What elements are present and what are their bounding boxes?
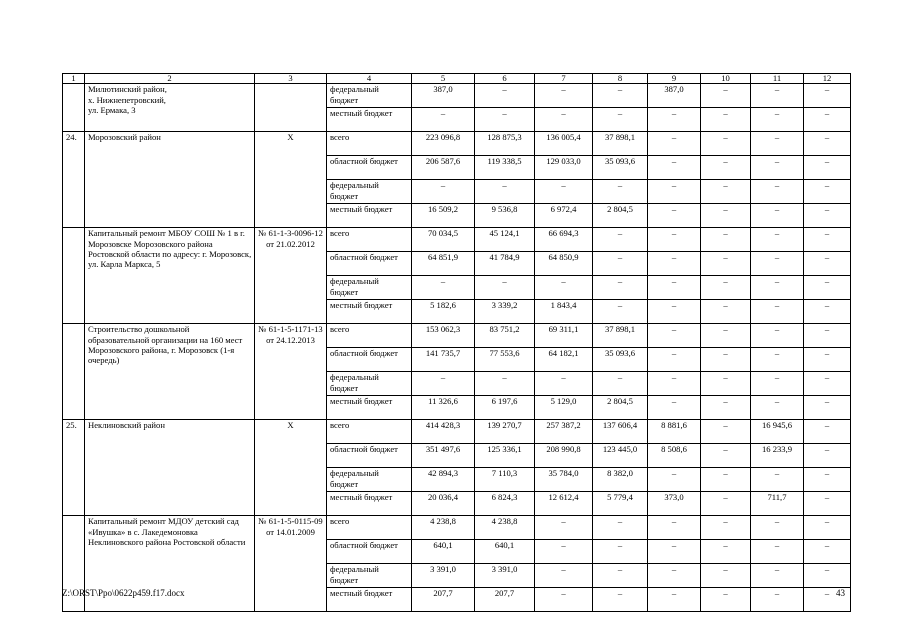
object-name-cell: Строительство дошкольной образовательной организации на 160 мест Морозовского района, г. Морозовск (1-я очередь): [85, 324, 255, 420]
funding-source-cell: всего: [327, 516, 412, 540]
value-cell: –: [804, 420, 851, 444]
value-cell: 223 096,8: [412, 132, 475, 156]
value-cell: 1 843,4: [535, 300, 593, 324]
value-cell: –: [751, 132, 804, 156]
funding-source-cell: областной бюджет: [327, 444, 412, 468]
value-cell: –: [535, 276, 593, 300]
value-cell: –: [701, 324, 751, 348]
value-cell: –: [701, 132, 751, 156]
value-cell: –: [751, 180, 804, 204]
value-cell: 414 428,3: [412, 420, 475, 444]
column-number: 3: [255, 74, 327, 84]
value-cell: –: [804, 444, 851, 468]
value-cell: 35 093,6: [593, 348, 648, 372]
value-cell: –: [701, 108, 751, 132]
funding-source-cell: федеральный бюджет: [327, 180, 412, 204]
value-cell: –: [751, 372, 804, 396]
value-cell: –: [701, 348, 751, 372]
funding-source-cell: всего: [327, 132, 412, 156]
value-cell: –: [475, 84, 535, 108]
value-cell: –: [535, 588, 593, 612]
value-cell: –: [701, 204, 751, 228]
document-cell: № 61-1-3-0096-12 от 21.02.2012: [255, 228, 327, 324]
value-cell: –: [804, 228, 851, 252]
value-cell: –: [593, 84, 648, 108]
value-cell: –: [751, 516, 804, 540]
value-cell: –: [648, 156, 701, 180]
value-cell: 137 606,4: [593, 420, 648, 444]
value-cell: 16 945,6: [751, 420, 804, 444]
value-cell: –: [701, 588, 751, 612]
value-cell: 387,0: [412, 84, 475, 108]
value-cell: 125 336,1: [475, 444, 535, 468]
funding-source-cell: областной бюджет: [327, 540, 412, 564]
column-number-row: [63, 74, 851, 84]
document-cell: Х: [255, 132, 327, 228]
column-number: 9: [648, 74, 701, 84]
value-cell: –: [648, 588, 701, 612]
column-number: 2: [85, 74, 255, 84]
funding-source-cell: всего: [327, 420, 412, 444]
value-cell: 257 387,2: [535, 420, 593, 444]
column-number: 7: [535, 74, 593, 84]
value-cell: 128 875,3: [475, 132, 535, 156]
value-cell: 35 093,6: [593, 156, 648, 180]
value-cell: –: [701, 276, 751, 300]
value-cell: –: [412, 180, 475, 204]
value-cell: 119 338,5: [475, 156, 535, 180]
value-cell: –: [701, 180, 751, 204]
funding-source-cell: федеральный бюджет: [327, 468, 412, 492]
value-cell: –: [648, 132, 701, 156]
value-cell: –: [701, 420, 751, 444]
value-cell: –: [701, 468, 751, 492]
value-cell: 70 034,5: [412, 228, 475, 252]
value-cell: 8 382,0: [593, 468, 648, 492]
value-cell: –: [475, 276, 535, 300]
value-cell: –: [593, 180, 648, 204]
column-number: 6: [475, 74, 535, 84]
value-cell: 12 612,4: [535, 492, 593, 516]
funding-source-cell: областной бюджет: [327, 156, 412, 180]
value-cell: –: [701, 84, 751, 108]
value-cell: 206 587,6: [412, 156, 475, 180]
value-cell: –: [593, 252, 648, 276]
value-cell: 141 735,7: [412, 348, 475, 372]
item-number-cell: [63, 228, 85, 324]
funding-source-cell: местный бюджет: [327, 396, 412, 420]
value-cell: –: [648, 372, 701, 396]
column-number: 12: [804, 74, 851, 84]
value-cell: –: [535, 108, 593, 132]
value-cell: –: [804, 84, 851, 108]
value-cell: –: [804, 492, 851, 516]
value-cell: 69 311,1: [535, 324, 593, 348]
value-cell: –: [701, 252, 751, 276]
document-cell: Х: [255, 420, 327, 516]
funding-source-cell: федеральный бюджет: [327, 564, 412, 588]
column-number: 10: [701, 74, 751, 84]
value-cell: –: [701, 564, 751, 588]
item-number-cell: [63, 84, 85, 132]
value-cell: –: [535, 180, 593, 204]
value-cell: –: [593, 564, 648, 588]
value-cell: –: [804, 468, 851, 492]
value-cell: 7 110,3: [475, 468, 535, 492]
value-cell: 6 972,4: [535, 204, 593, 228]
value-cell: 42 894,3: [412, 468, 475, 492]
value-cell: –: [593, 588, 648, 612]
value-cell: –: [751, 204, 804, 228]
value-cell: –: [751, 396, 804, 420]
value-cell: –: [701, 228, 751, 252]
table-row: [63, 132, 851, 156]
value-cell: 41 784,9: [475, 252, 535, 276]
value-cell: –: [412, 108, 475, 132]
value-cell: –: [804, 132, 851, 156]
document-cell: № 61-1-5-0115-09 от 14.01.2009: [255, 516, 327, 612]
value-cell: 64 182,1: [535, 348, 593, 372]
value-cell: –: [593, 540, 648, 564]
value-cell: –: [701, 396, 751, 420]
value-cell: –: [751, 300, 804, 324]
funding-source-cell: федеральный бюджет: [327, 372, 412, 396]
value-cell: –: [593, 372, 648, 396]
value-cell: 207,7: [475, 588, 535, 612]
value-cell: –: [751, 540, 804, 564]
value-cell: –: [804, 348, 851, 372]
value-cell: –: [804, 588, 851, 612]
value-cell: 711,7: [751, 492, 804, 516]
value-cell: 153 062,3: [412, 324, 475, 348]
budget-table: [62, 73, 851, 612]
value-cell: –: [751, 228, 804, 252]
funding-source-cell: местный бюджет: [327, 108, 412, 132]
value-cell: 207,7: [412, 588, 475, 612]
table-row: [63, 228, 851, 252]
value-cell: 35 784,0: [535, 468, 593, 492]
value-cell: –: [475, 108, 535, 132]
value-cell: –: [804, 396, 851, 420]
value-cell: –: [593, 228, 648, 252]
value-cell: –: [475, 372, 535, 396]
value-cell: 9 536,8: [475, 204, 535, 228]
document-cell: № 61-1-5-1171-13 от 24.12.2013: [255, 324, 327, 420]
value-cell: –: [751, 324, 804, 348]
table-row: [63, 420, 851, 444]
value-cell: –: [701, 516, 751, 540]
funding-source-cell: областной бюджет: [327, 348, 412, 372]
value-cell: 136 005,4: [535, 132, 593, 156]
value-cell: –: [593, 300, 648, 324]
value-cell: –: [701, 540, 751, 564]
value-cell: 77 553,6: [475, 348, 535, 372]
value-cell: 6 197,6: [475, 396, 535, 420]
value-cell: –: [648, 540, 701, 564]
table-row: [63, 84, 851, 108]
value-cell: 5 779,4: [593, 492, 648, 516]
value-cell: 8 508,6: [648, 444, 701, 468]
value-cell: –: [648, 324, 701, 348]
value-cell: –: [804, 156, 851, 180]
table-row: [63, 324, 851, 348]
funding-source-cell: федеральный бюджет: [327, 84, 412, 108]
value-cell: –: [648, 396, 701, 420]
value-cell: –: [751, 588, 804, 612]
funding-source-cell: местный бюджет: [327, 300, 412, 324]
value-cell: 387,0: [648, 84, 701, 108]
value-cell: –: [535, 540, 593, 564]
value-cell: –: [593, 108, 648, 132]
value-cell: –: [804, 372, 851, 396]
column-number: 4: [327, 74, 412, 84]
value-cell: 129 033,0: [535, 156, 593, 180]
value-cell: –: [535, 564, 593, 588]
value-cell: –: [751, 564, 804, 588]
column-number: 1: [63, 74, 85, 84]
value-cell: –: [804, 276, 851, 300]
value-cell: 3 339,2: [475, 300, 535, 324]
funding-source-cell: федеральный бюджет: [327, 276, 412, 300]
value-cell: –: [648, 204, 701, 228]
value-cell: 3 391,0: [475, 564, 535, 588]
value-cell: 351 497,6: [412, 444, 475, 468]
value-cell: 2 804,5: [593, 396, 648, 420]
value-cell: 208 990,8: [535, 444, 593, 468]
table-body: [63, 74, 851, 612]
funding-source-cell: всего: [327, 324, 412, 348]
value-cell: 5 182,6: [412, 300, 475, 324]
column-number: 8: [593, 74, 648, 84]
value-cell: 2 804,5: [593, 204, 648, 228]
value-cell: –: [593, 276, 648, 300]
value-cell: 6 824,3: [475, 492, 535, 516]
value-cell: 5 129,0: [535, 396, 593, 420]
value-cell: 16 233,9: [751, 444, 804, 468]
value-cell: –: [804, 516, 851, 540]
value-cell: –: [475, 180, 535, 204]
value-cell: –: [804, 180, 851, 204]
value-cell: –: [412, 372, 475, 396]
value-cell: –: [648, 564, 701, 588]
value-cell: –: [648, 180, 701, 204]
value-cell: –: [412, 276, 475, 300]
value-cell: 4 238,8: [475, 516, 535, 540]
value-cell: –: [648, 516, 701, 540]
value-cell: 45 124,1: [475, 228, 535, 252]
value-cell: –: [804, 204, 851, 228]
page-number: 43: [836, 588, 845, 598]
value-cell: –: [535, 372, 593, 396]
value-cell: –: [804, 324, 851, 348]
value-cell: 37 898,1: [593, 324, 648, 348]
value-cell: 8 881,6: [648, 420, 701, 444]
value-cell: 83 751,2: [475, 324, 535, 348]
object-name-cell: Морозовский район: [85, 132, 255, 228]
table-row: [63, 516, 851, 540]
value-cell: –: [648, 300, 701, 324]
item-number-cell: [63, 324, 85, 420]
value-cell: –: [648, 108, 701, 132]
value-cell: –: [593, 516, 648, 540]
value-cell: 3 391,0: [412, 564, 475, 588]
value-cell: –: [751, 84, 804, 108]
funding-source-cell: областной бюджет: [327, 252, 412, 276]
funding-source-cell: местный бюджет: [327, 492, 412, 516]
item-number-cell: 25.: [63, 420, 85, 516]
value-cell: 139 270,7: [475, 420, 535, 444]
value-cell: –: [751, 468, 804, 492]
value-cell: –: [804, 564, 851, 588]
value-cell: –: [535, 84, 593, 108]
funding-source-cell: местный бюджет: [327, 204, 412, 228]
value-cell: –: [804, 300, 851, 324]
value-cell: 64 851,9: [412, 252, 475, 276]
value-cell: –: [648, 228, 701, 252]
value-cell: –: [804, 108, 851, 132]
value-cell: –: [701, 492, 751, 516]
item-number-cell: 24.: [63, 132, 85, 228]
value-cell: –: [648, 468, 701, 492]
column-number: 5: [412, 74, 475, 84]
value-cell: –: [648, 348, 701, 372]
object-name-cell: Неклиновский район: [85, 420, 255, 516]
value-cell: –: [804, 252, 851, 276]
value-cell: 11 326,6: [412, 396, 475, 420]
value-cell: –: [751, 276, 804, 300]
value-cell: –: [701, 300, 751, 324]
value-cell: –: [648, 252, 701, 276]
object-name-cell: Капитальный ремонт МДОУ детский сад «Ивушка» в с. Лакедемоновка Неклиновского района Ростовской области: [85, 516, 255, 612]
value-cell: 16 509,2: [412, 204, 475, 228]
value-cell: 640,1: [412, 540, 475, 564]
funding-source-cell: всего: [327, 228, 412, 252]
value-cell: –: [751, 348, 804, 372]
value-cell: –: [701, 156, 751, 180]
value-cell: 4 238,8: [412, 516, 475, 540]
value-cell: 37 898,1: [593, 132, 648, 156]
value-cell: 640,1: [475, 540, 535, 564]
value-cell: –: [804, 540, 851, 564]
value-cell: 66 694,3: [535, 228, 593, 252]
value-cell: –: [751, 252, 804, 276]
value-cell: –: [701, 372, 751, 396]
document-cell: [255, 84, 327, 132]
funding-source-cell: местный бюджет: [327, 588, 412, 612]
value-cell: 20 036,4: [412, 492, 475, 516]
value-cell: –: [535, 516, 593, 540]
value-cell: –: [701, 444, 751, 468]
value-cell: 373,0: [648, 492, 701, 516]
value-cell: 64 850,9: [535, 252, 593, 276]
footer-file-path: Z:\ORST\Ppo\0622p459.f17.docx: [62, 588, 185, 598]
value-cell: 123 445,0: [593, 444, 648, 468]
value-cell: –: [751, 108, 804, 132]
value-cell: –: [751, 156, 804, 180]
column-number: 11: [751, 74, 804, 84]
value-cell: –: [648, 276, 701, 300]
object-name-cell: Милютинский район, х. Нижнепетровский, ул. Ермака, 3: [85, 84, 255, 132]
object-name-cell: Капитальный ремонт МБОУ СОШ № 1 в г. Морозовске Морозовского района Ростовской области по адресу: г. Морозовск, ул. Карла Маркса, 5: [85, 228, 255, 324]
